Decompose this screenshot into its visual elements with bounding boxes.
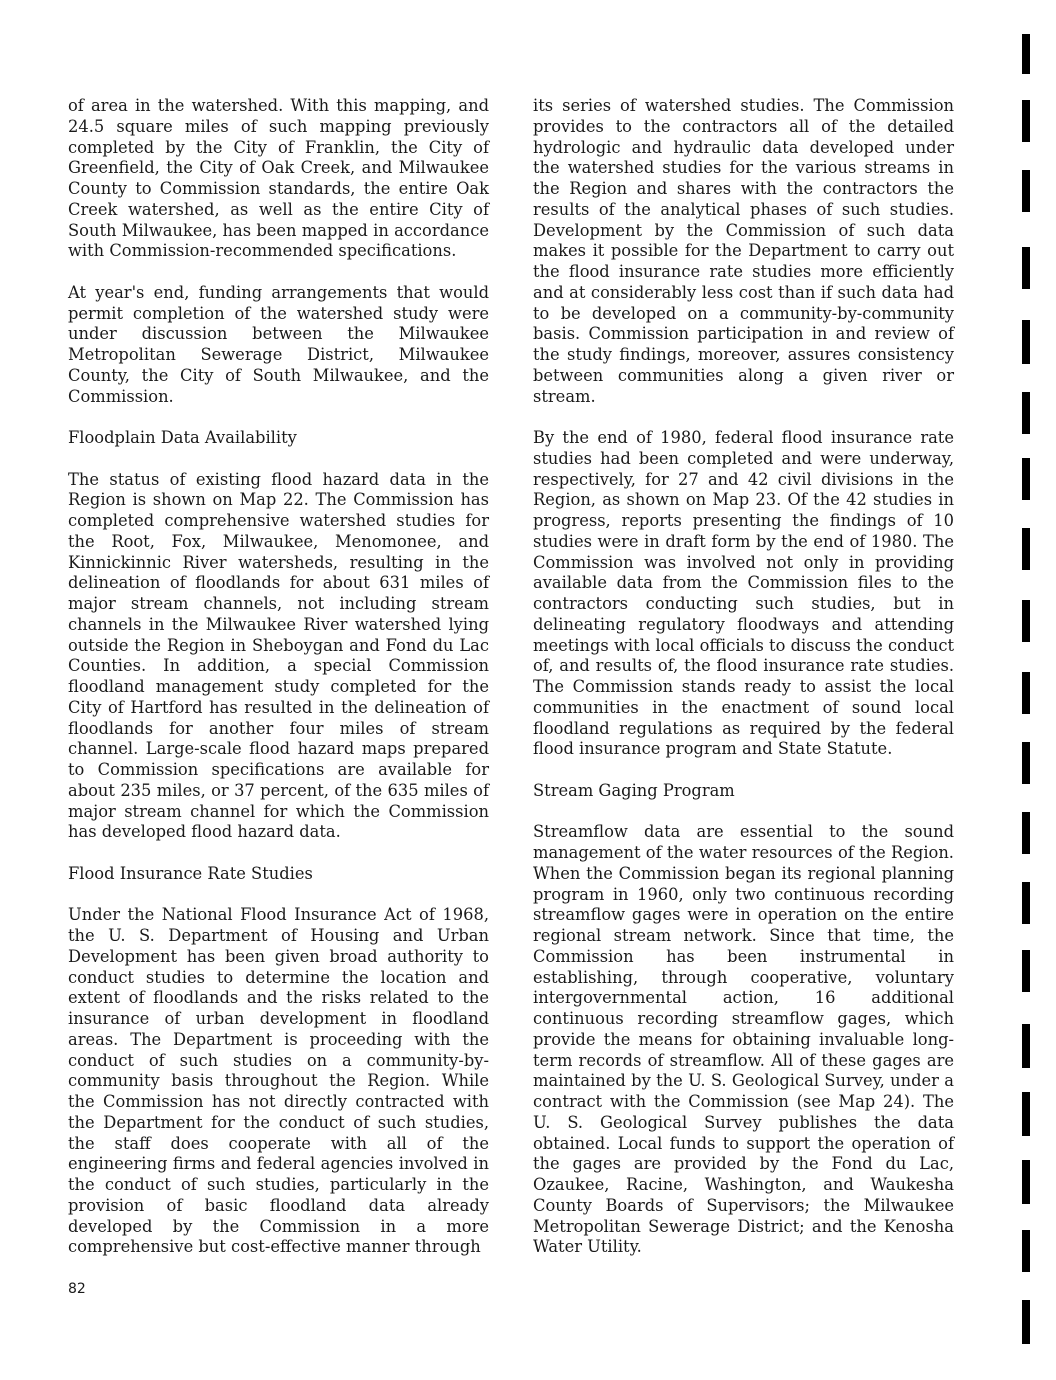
page-number: 82 xyxy=(68,1281,86,1297)
binding-mark xyxy=(1022,170,1030,212)
binding-mark xyxy=(1022,320,1030,364)
right-column xyxy=(533,96,954,1279)
binding-mark xyxy=(1022,812,1030,854)
binding-mark xyxy=(1022,950,1030,992)
binding-mark xyxy=(1022,742,1030,784)
left-paragraph-4: Under the National Flood Insurance Act of 1968, the U. S. Department of Housing and Urban Development has been given broad authority to conduct studies to determine the location and extent of floodlands and the risks related to the insurance of urban development in floodland areas. The Department is proceeding with the conduct of such studies on a community-by-community basis throughout the Region. While the Commission has not directly contracted with the Department for the conduct of such studies, the staff does cooperate with all of the engineering firms and federal agencies involved in the conduct of such studies, particularly in the provision of basic floodland data already developed by the Commission in a more comprehensive but cost-effective manner through xyxy=(68,905,489,1257)
binding-mark xyxy=(1022,1230,1030,1272)
heading-stream-gaging-program: Stream Gaging Program xyxy=(533,780,735,800)
binding-mark xyxy=(1022,392,1030,434)
binding-mark xyxy=(1022,458,1030,500)
binding-mark xyxy=(1022,600,1030,642)
right-paragraph-3: Streamflow data are essential to the sound management of the water resources of the Region. When the Commission began its regional planning program in 1960, only two continuous recording streamflow gages were in operation on the entire regional stream network. Since that time, the Commission has been instrumental in establishing, through cooperative, voluntary intergovernmental action, 16 additional continuous recording streamflow gages, which provide the means for obtaining invaluable long-term records of streamflow. All of these gages are maintained by the U. S. Geological Survey, under a contract with the Commission (see Map 24). The U. S. Geological Survey publishes the data obtained. Local funds to support the operation of the gages are provided by the Fond du Lac, Ozaukee, Racine, Washington, and Waukesha County Boards of Supervisors; the Milwaukee Metropolitan Sewerage District; and the Kenosha Water Utility. xyxy=(533,822,954,1257)
right-paragraph-1: its series of watershed studies. The Commission provides to the contractors all of the detailed hydrologic and hydraulic data developed under the watershed studies for the various streams in the Region and shares with the contractors the results of the analytical phases of such studies. Development by the Commission of such data makes it possible for the Department to carry out the flood insurance rate studies more efficiently and at considerably less cost than if such data had to be developed on a community-by-community basis. Commission participation in and review of the study findings, moreover, assures consistency between communities along a given river or stream. xyxy=(533,96,954,406)
binding-mark xyxy=(1022,672,1030,714)
left-paragraph-3: The status of existing flood hazard data in the Region is shown on Map 22. The Commission has completed comprehensive watershed studies for the Root, Fox, Milwaukee, Menomonee, and Kinnickinnic River watersheds, resulting in the delineation of floodlands for about 631 miles of major stream channels, not including stream channels in the Milwaukee River watershed lying outside the Region in Sheboygan and Fond du Lac Counties. In addition, a special Commission floodland management study completed for the City of Hartford has resulted in the delineation of floodlands for another four miles of stream channel. Large-scale flood hazard maps prepared to Commission specifications are available for about 235 miles, or 37 percent, of the 635 miles of major stream channel for which the Commission has developed flood hazard data. xyxy=(68,469,489,842)
left-paragraph-2: At year's end, funding arrangements that would permit completion of the watershed study were under discussion between the Milwaukee Metropolitan Sewerage District, Milwaukee County, the City of South Milwaukee, and the Commission. xyxy=(68,282,489,406)
binding-mark xyxy=(1022,247,1030,289)
binding-mark xyxy=(1022,528,1030,570)
binding-mark xyxy=(1022,100,1030,142)
right-paragraph-2: By the end of 1980, federal flood insurance rate studies had been completed and were underway, respectively, for 27 and 42 civil divisions in the Region, as shown on Map 23. Of the 42 studies in progress, reports presenting the findings of 10 studies were in draft form by the end of 1980. The Commission was involved not only in providing available data from the Commission files to the contractors conducting such studies, but in delineating regulatory floodways and attending meetings with local officials to discuss the conduct of, and results of, the flood insurance rate studies. The Commission stands ready to assist the local communities in the enactment of sound local floodland regulations as required by the federal flood insurance program and State Statute. xyxy=(533,428,954,759)
binding-mark xyxy=(1022,1300,1030,1344)
left-column xyxy=(68,96,489,1279)
binding-mark xyxy=(1022,34,1030,74)
binding-mark xyxy=(1022,1024,1030,1068)
heading-floodplain-data-availability: Floodplain Data Availability xyxy=(68,428,297,447)
left-paragraph-1: of area in the watershed. With this mapping, and 24.5 square miles of such mapping previously completed by the City of Franklin, the City of Greenfield, the City of Oak Creek, and Milwaukee County to Commission standards, the entire Oak Creek watershed, as well as the entire City of South Milwaukee, has been mapped in accordance with Commission-recommended specifications. xyxy=(68,96,489,261)
binding-mark xyxy=(1022,1160,1030,1204)
binding-mark xyxy=(1022,1092,1030,1136)
binding-marks xyxy=(1022,0,1042,1380)
heading-flood-insurance-rate-studies: Flood Insurance Rate Studies xyxy=(68,863,313,883)
binding-mark xyxy=(1022,882,1030,924)
